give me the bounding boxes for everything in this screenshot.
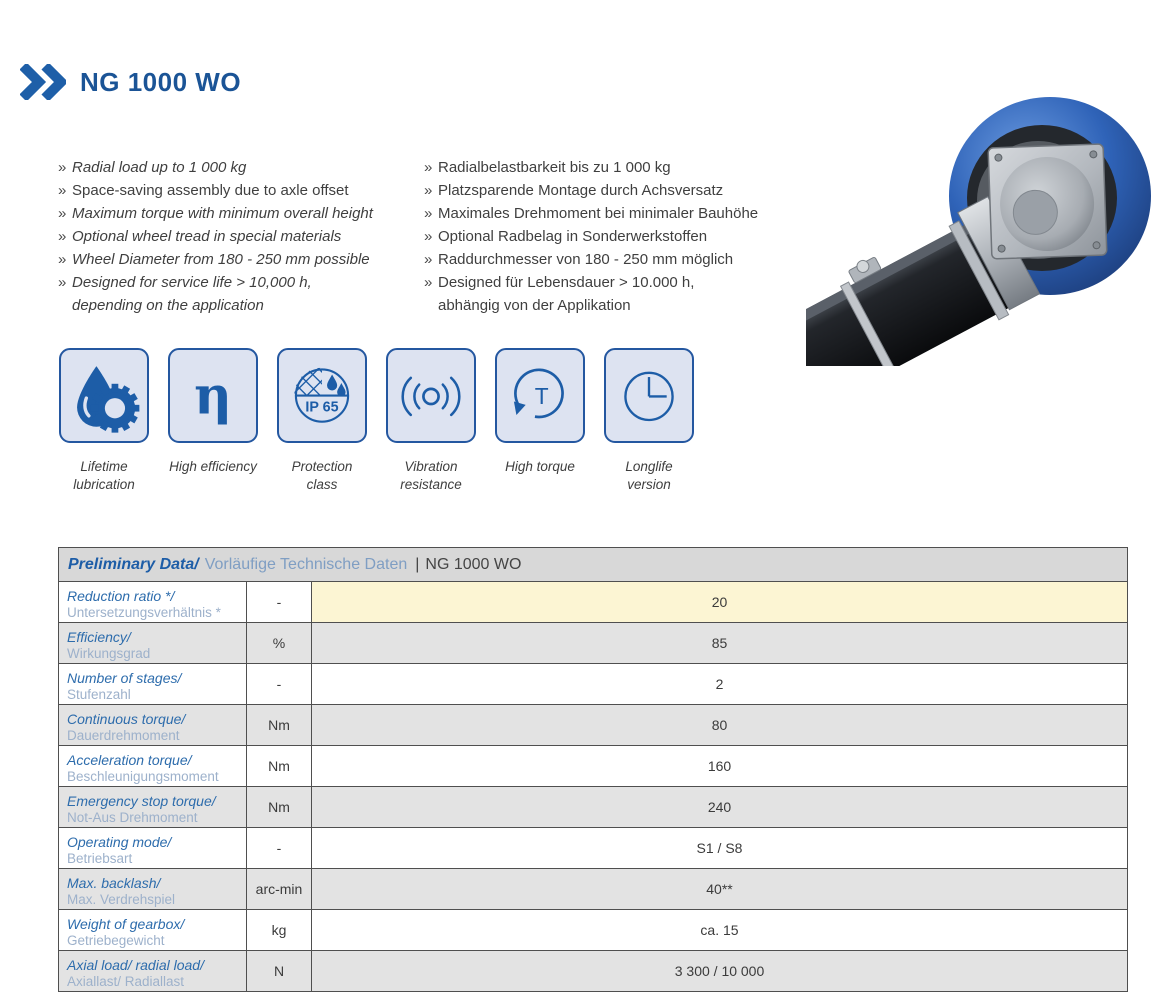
list-item: » Maximales Drehmoment bei minimaler Bauhöhe (424, 205, 759, 222)
row-value: 160 (311, 746, 1127, 786)
icon-cell-high-torque (495, 348, 585, 494)
table-row (59, 663, 1127, 704)
table-row (59, 581, 1127, 622)
double-chevron-icon (20, 64, 66, 100)
list-item: » Platzsparende Montage durch Achsversatz (424, 182, 724, 199)
row-unit: - (246, 828, 311, 868)
icon-cell-longlife-version (604, 348, 694, 494)
row-label-en: Emergency stop torque/ (67, 792, 216, 809)
product-image (806, 92, 1160, 366)
icon-label: High torque (505, 459, 575, 474)
list-item: » Space-saving assembly due to axle offset (58, 182, 349, 199)
svg-text:IP 65: IP 65 (305, 399, 339, 416)
page-header (20, 64, 241, 100)
row-value: 240 (311, 787, 1127, 827)
list-item: » Designed for service life > 10,000 h, depending on the application (58, 274, 312, 314)
table-row (59, 868, 1127, 909)
list-item: » Designed für Lebensdauer > 10.000 h, abhängig von der Applikation (424, 274, 695, 314)
high-torque-icon (495, 348, 585, 443)
row-label-de: Betriebsart (67, 850, 133, 866)
list-item: » Maximum torque with minimum overall height (58, 205, 373, 222)
row-label-en: Reduction ratio */ (67, 587, 175, 604)
row-label-en: Efficiency/ (67, 628, 131, 645)
vibration-resistance-icon (386, 348, 476, 443)
row-label-de: Axiallast/ Radiallast (67, 973, 185, 989)
list-item: » Wheel Diameter from 180 - 250 mm possible (58, 251, 370, 268)
high-efficiency-icon (168, 348, 258, 443)
row-label-en: Acceleration torque/ (67, 751, 192, 768)
table-row (59, 745, 1127, 786)
row-value: 3 300 / 10 000 (311, 951, 1127, 991)
table-row (59, 950, 1127, 991)
svg-text:T: T (534, 382, 549, 409)
table-row (59, 786, 1127, 827)
row-label-de: Untersetzungsverhältnis * (67, 604, 221, 620)
table-title-divider: | (415, 555, 420, 573)
icon-label: High efficiency (169, 459, 257, 474)
row-label-de: Beschleunigungsmoment (67, 768, 219, 784)
icon-cell-lifetime-lubrication (59, 348, 149, 494)
svg-text:η: η (194, 364, 232, 426)
row-unit: Nm (246, 746, 311, 786)
lifetime-lubrication-icon (59, 348, 149, 443)
row-label-de: Wirkungsgrad (67, 645, 151, 661)
icon-label: Vibration resistance (400, 459, 462, 492)
feature-list-de (424, 156, 809, 317)
row-unit: - (246, 664, 311, 704)
feature-list-en (58, 156, 423, 317)
table-title-product: NG 1000 WO (425, 555, 522, 573)
table-row (59, 704, 1127, 745)
spec-table-header (59, 548, 1127, 581)
longlife-version-icon (604, 348, 694, 443)
list-item: » Raddurchmesser von 180 - 250 mm möglich (424, 251, 734, 268)
page-title: NG 1000 WO (80, 66, 242, 97)
row-unit: arc-min (246, 869, 311, 909)
row-unit: N (246, 951, 311, 991)
row-label-de: Dauerdrehmoment (67, 727, 180, 743)
list-item: » Optional Radbelag in Sonderwerkstoffen (424, 228, 708, 245)
row-label-en: Operating mode/ (67, 833, 172, 850)
table-row (59, 622, 1127, 663)
protection-class-icon (277, 348, 367, 443)
row-unit: - (246, 582, 311, 622)
row-value: 85 (311, 623, 1127, 663)
icon-label: Longlife version (625, 459, 673, 492)
row-unit: kg (246, 910, 311, 950)
table-title-de: Vorläufige Technische Daten (204, 555, 408, 573)
row-label-de: Stufenzahl (67, 686, 131, 702)
row-label-de: Getriebegewicht (67, 932, 165, 948)
row-label-en: Axial load/ radial load/ (67, 956, 204, 973)
table-row (59, 909, 1127, 950)
icon-cell-protection-class (277, 348, 367, 494)
row-value: 80 (311, 705, 1127, 745)
row-value: ca. 15 (311, 910, 1127, 950)
flange-plate (988, 144, 1107, 259)
list-item: » Radialbelastbarkeit bis zu 1 000 kg (424, 159, 671, 176)
spec-table (58, 547, 1128, 992)
row-label-en: Max. backlash/ (67, 874, 161, 891)
row-value: 2 (311, 664, 1127, 704)
icon-label: Protection class (291, 459, 353, 492)
list-item: » Optional wheel tread in special materials (58, 228, 342, 245)
icon-cell-vibration-resistance (386, 348, 476, 494)
row-label-en: Continuous torque/ (67, 710, 186, 727)
icon-label: Lifetime lubrication (73, 459, 135, 492)
row-unit: Nm (246, 787, 311, 827)
row-unit: % (246, 623, 311, 663)
feature-icon-strip (59, 348, 694, 494)
row-value: 40** (311, 869, 1127, 909)
row-label-en: Weight of gearbox/ (67, 915, 185, 932)
list-item: » Radial load up to 1 000 kg (58, 156, 423, 179)
row-unit: Nm (246, 705, 311, 745)
table-row (59, 827, 1127, 868)
row-value: S1 / S8 (311, 828, 1127, 868)
row-label-de: Max. Verdrehspiel (67, 891, 176, 907)
table-title-en: Preliminary Data/ (68, 555, 199, 573)
icon-cell-high-efficiency (168, 348, 258, 494)
row-label-de: Not-Aus Drehmoment (67, 809, 198, 825)
row-label-en: Number of stages/ (67, 669, 182, 686)
bullet: » (58, 159, 67, 176)
row-value: 20 (311, 582, 1127, 622)
